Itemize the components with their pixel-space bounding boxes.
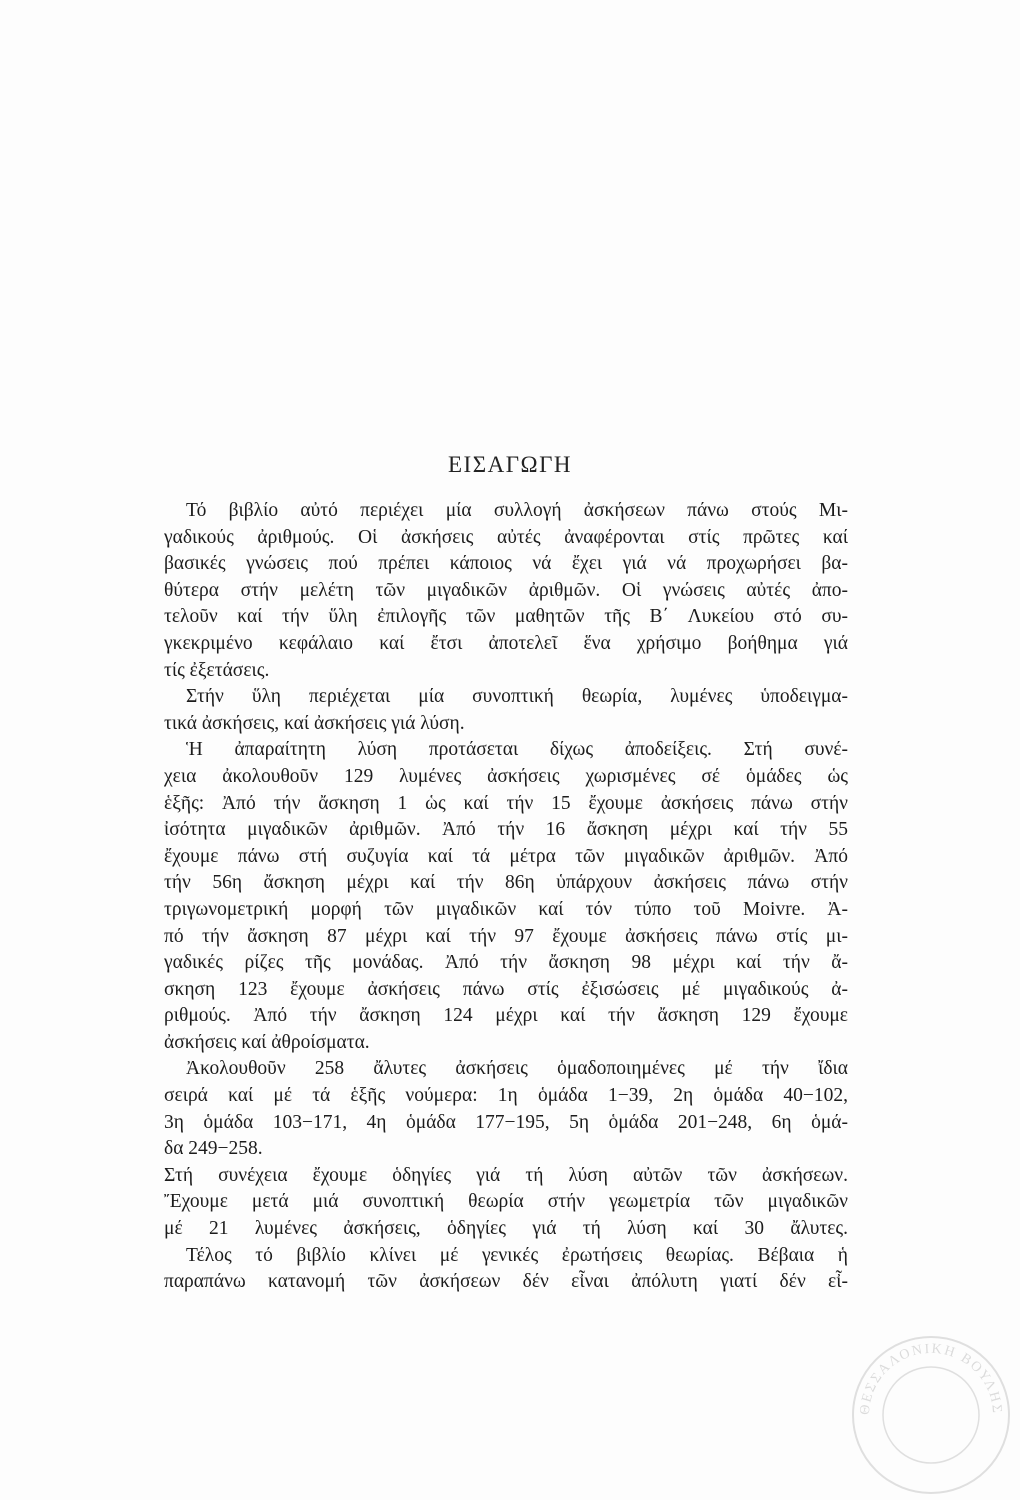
text-line: ἑξῆς: Ἀπό τήν ἄσκηση 1 ὡς καί τήν 15 ἔχουμε ἀσκήσεις πάνω στήν [164, 792, 848, 814]
text-line: τικά ἀσκήσεις, καί ἀσκήσεις γιά λύση. [164, 712, 465, 734]
text-line: ἔχουμε πάνω στή συζυγία καί τά μέτρα τῶν μιγαδικῶν ἀριθμῶν. Ἀπό [164, 845, 848, 867]
text-line: μέ 21 λυμένες ἀσκήσεις, ὁδηγίες γιά τή λύση καί 30 ἄλυτες. [164, 1218, 848, 1240]
text-line: ἀσκήσεις καί ἀθροίσματα. [164, 1031, 370, 1053]
text-line: σειρά καί μέ τά ἑξῆς νούμερα: 1η ὁμάδα 1−39, 2η ὁμάδα 40−102, [164, 1085, 848, 1107]
text-line: γκεκριμένο κεφάλαιο καί ἔτσι ἀποτελεῖ ἕνα χρήσιμο βοήθημα γιά [164, 632, 848, 654]
text-line: Τέλος τό βιβλίο κλίνει μέ γενικές ἐρωτήσεις θεωρίας. Βέβαια ἡ [186, 1244, 848, 1266]
text-line: ἰσότητα μιγαδικῶν ἀριθμῶν. Ἀπό τήν 16 ἄσκηση μέχρι καί τήν 55 [164, 819, 848, 841]
text-line: παραπάνω κατανομή τῶν ἀσκήσεων δέν εἶναι ἀπόλυτη γιατί δέν εἶ- [164, 1271, 848, 1293]
text-line: Ἀκολουθοῦν 258 ἄλυτες ἀσκήσεις ὁμαδοποιημένες μέ τήν ἴδια [186, 1058, 848, 1080]
text-line: βασικές γνώσεις πού πρέπει κάποιος νά ἔχει γιά νά προχωρήσει βα- [164, 553, 848, 575]
text-line: 3η ὁμάδα 103−171, 4η ὁμάδα 177−195, 5η ὁμάδα 201−248, 6η ὁμά- [164, 1111, 848, 1133]
text-line: ριθμούς. Ἀπό τήν ἄσκηση 124 μέχρι καί τήν ἄσκηση 129 ἔχουμε [164, 1005, 848, 1027]
text-line: τριγωνομετρική μορφή τῶν μιγαδικῶν καί τόν τύπο τοῦ Moivre. Ἀ- [164, 898, 848, 920]
text-line: Στή συνέχεια ἔχουμε ὁδηγίες γιά τή λύση αὐτῶν τῶν ἀσκήσεων. [164, 1164, 848, 1186]
text-line: σκηση 123 ἔχουμε ἀσκήσεις πάνω στίς ἐξισώσεις μέ μιγαδικούς ἀ- [164, 978, 848, 1000]
stamp-text: ΘΕΣΣΑΛΟΝΙΚΗ ΒΟΥΛΗΣ [857, 1341, 1005, 1416]
page-title: ΕΙΣΑΓΩΓΗ [447, 452, 572, 477]
text-line: τήν 56η ἄσκηση μέχρι καί τήν 86η ὑπάρχουν ἀσκήσεις πάνω στήν [164, 872, 848, 894]
text-line: Ἔχουμε μετά μιά συνοπτική θεωρία στήν γεωμετρία τῶν μιγαδικῶν [164, 1191, 848, 1213]
text-line: θύτερα στήν μελέτη τῶν μιγαδικῶν ἀριθμῶν. Οἱ γνώσεις αὐτές ἀπο- [164, 579, 848, 601]
text-line: τελοῦν καί τήν ὕλη ἐπιλογῆς τῶν μαθητῶν τῆς Β΄ Λυκείου στό συ- [164, 606, 848, 628]
text-line: Ἡ ἀπαραίτητη λύση προτάσεται δίχως ἀποδείξεις. Στή συνέ- [186, 739, 848, 761]
text-line: γαδικές ρίζες τῆς μονάδας. Ἀπό τήν ἄσκηση 98 μέχρι καί τήν ἄ- [164, 952, 848, 974]
text-line: πό τήν ἄσκηση 87 μέχρι καί τήν 97 ἔχουμε ἀσκήσεις πάνω στίς μι- [164, 925, 848, 947]
text-line: Στήν ὕλη περιέχεται μία συνοπτική θεωρία, λυμένες ὑποδειγμα- [186, 686, 848, 708]
introduction-text [164, 498, 848, 1296]
text-line: Τό βιβλίο αὐτό περιέχει μία συλλογή ἀσκήσεων πάνω στούς Μι- [186, 500, 848, 521]
text-line: δα 249−258. [164, 1138, 263, 1160]
library-stamp [846, 1330, 1016, 1500]
svg-text:ΘΕΣΣΑΛΟΝΙΚΗ ΒΟΥΛΗΣ [858, 1342, 1004, 1416]
text-line: χεια ἀκολουθοῦν 129 λυμένες ἀσκήσεις χωρισμένες σέ ὁμάδες ὡς [164, 765, 848, 787]
text-line: γαδικούς ἀριθμούς. Οἱ ἀσκήσεις αὐτές ἀναφέρονται στίς πρῶτες καί [164, 526, 848, 548]
text-line: τίς ἐξετάσεις. [164, 659, 270, 681]
